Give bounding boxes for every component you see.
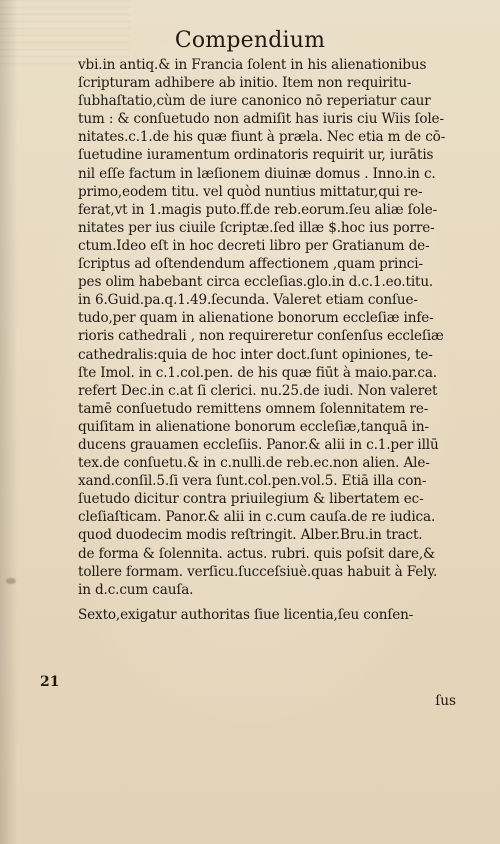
text-line-29: tollere formam. verſicu.ſucceſsiuè.quas habuit à Fely.	[78, 563, 438, 580]
catchword: ſus	[435, 693, 456, 709]
margin-number: 21	[40, 674, 60, 690]
text-line-4: tum : & conſuetudo non admiſit has iuris ciu Wiis ſole-	[78, 111, 444, 128]
text-line-21: quiſitam in alienatione bonorum eccleſiæ,tanquā in-	[78, 418, 429, 435]
text-line-14: in 6.Guid.pa.q.1.49.ſecunda. Valeret etiam conſue-	[78, 292, 418, 309]
text-line-13: pes olim habebant circa eccleſias.glo.in d.c.1.eo.titu.	[78, 274, 434, 291]
text-line-27: quod duodecim modis reſtringit. Alber.Bru.in tract.	[78, 527, 423, 544]
text-line-3: ſubhaſtatio,cùm de iure canonico nō reperiatur caur	[78, 93, 431, 110]
text-line-24: xand.conſil.5.ſi vera ſunt.col.pen.vol.5. Etiā illa con-	[78, 473, 427, 490]
page-gutter-shadow	[0, 0, 18, 844]
text-line-26: cleſiaſticam. Panor.& alii in c.cum cauſa.de re iudica.	[78, 509, 436, 526]
body-text	[78, 56, 468, 624]
text-line-7: nil eſſe factum in læſionem diuinæ domus . Inno.in c.	[78, 165, 436, 182]
text-line-11: ctum.Ideo eſt in hoc decreti libro per Gratianum de-	[78, 237, 430, 254]
running-header: Compendium	[174, 28, 326, 53]
text-line-31: Sexto,exigatur authoritas ſiue licentia,ſeu conſen-	[78, 606, 414, 623]
text-line-23: tex.de conſuetu.& in c.nulli.de reb.ec.non alien. Ale-	[78, 455, 430, 472]
text-line-16: rioris cathedrali , non requireretur conſenſus eccleſiæ	[78, 328, 444, 345]
text-line-19: refert Dec.in c.at ſi clerici. nu.25.de iudi. Non valeret	[78, 382, 438, 399]
text-line-25: ſuetudo dicitur contra priuilegium & libertatem ec-	[78, 491, 424, 508]
text-line-12: ſcriptus ad oſtendendum affectionem ,quam princi-	[78, 256, 423, 273]
text-line-15: tudo,per quam in alienatione bonorum eccleſiæ infe-	[78, 310, 434, 327]
ink-speck	[6, 578, 16, 584]
text-line-20: tamē conſuetudo remittens omnem ſolennitatem re-	[78, 400, 429, 417]
text-line-5: nitates.c.1.de his quæ fiunt à præla. Nec etia m de cō-	[78, 129, 446, 146]
text-line-8: primo,eodem titu. vel quòd nuntius mittatur,qui re-	[78, 183, 423, 200]
text-line-1: vbi.in antiq.& in Francia ſolent in his alienationibus	[78, 57, 427, 73]
text-line-30: in d.c.cum cauſa.	[78, 581, 194, 598]
text-line-6: ſuetudine iuramentum ordinatoris requirit ur, iurātis	[78, 147, 434, 164]
text-line-10: nitates per ius ciuile ſcriptæ.ſed illæ $.hoc ius porre-	[78, 219, 435, 236]
text-line-22: ducens grauamen eccleſiis. Panor.& alii in c.1.per illū	[78, 436, 439, 453]
text-line-28: de forma & ſolennita. actus. rubri. quis poſsit dare,&	[78, 545, 435, 562]
text-line-18: ſte Imol. in c.1.col.pen. de his quæ fiūt à maio.par.ca.	[78, 364, 437, 381]
text-line-2: ſcripturam adhibere ab initio. Item non requiritu-	[78, 75, 412, 92]
text-line-17: cathedralis:quia de hoc inter doct.ſunt opiniones, te-	[78, 346, 433, 363]
text-line-9: ferat,vt in 1.magis puto.ff.de reb.eorum.ſeu aliæ ſole-	[78, 201, 438, 218]
